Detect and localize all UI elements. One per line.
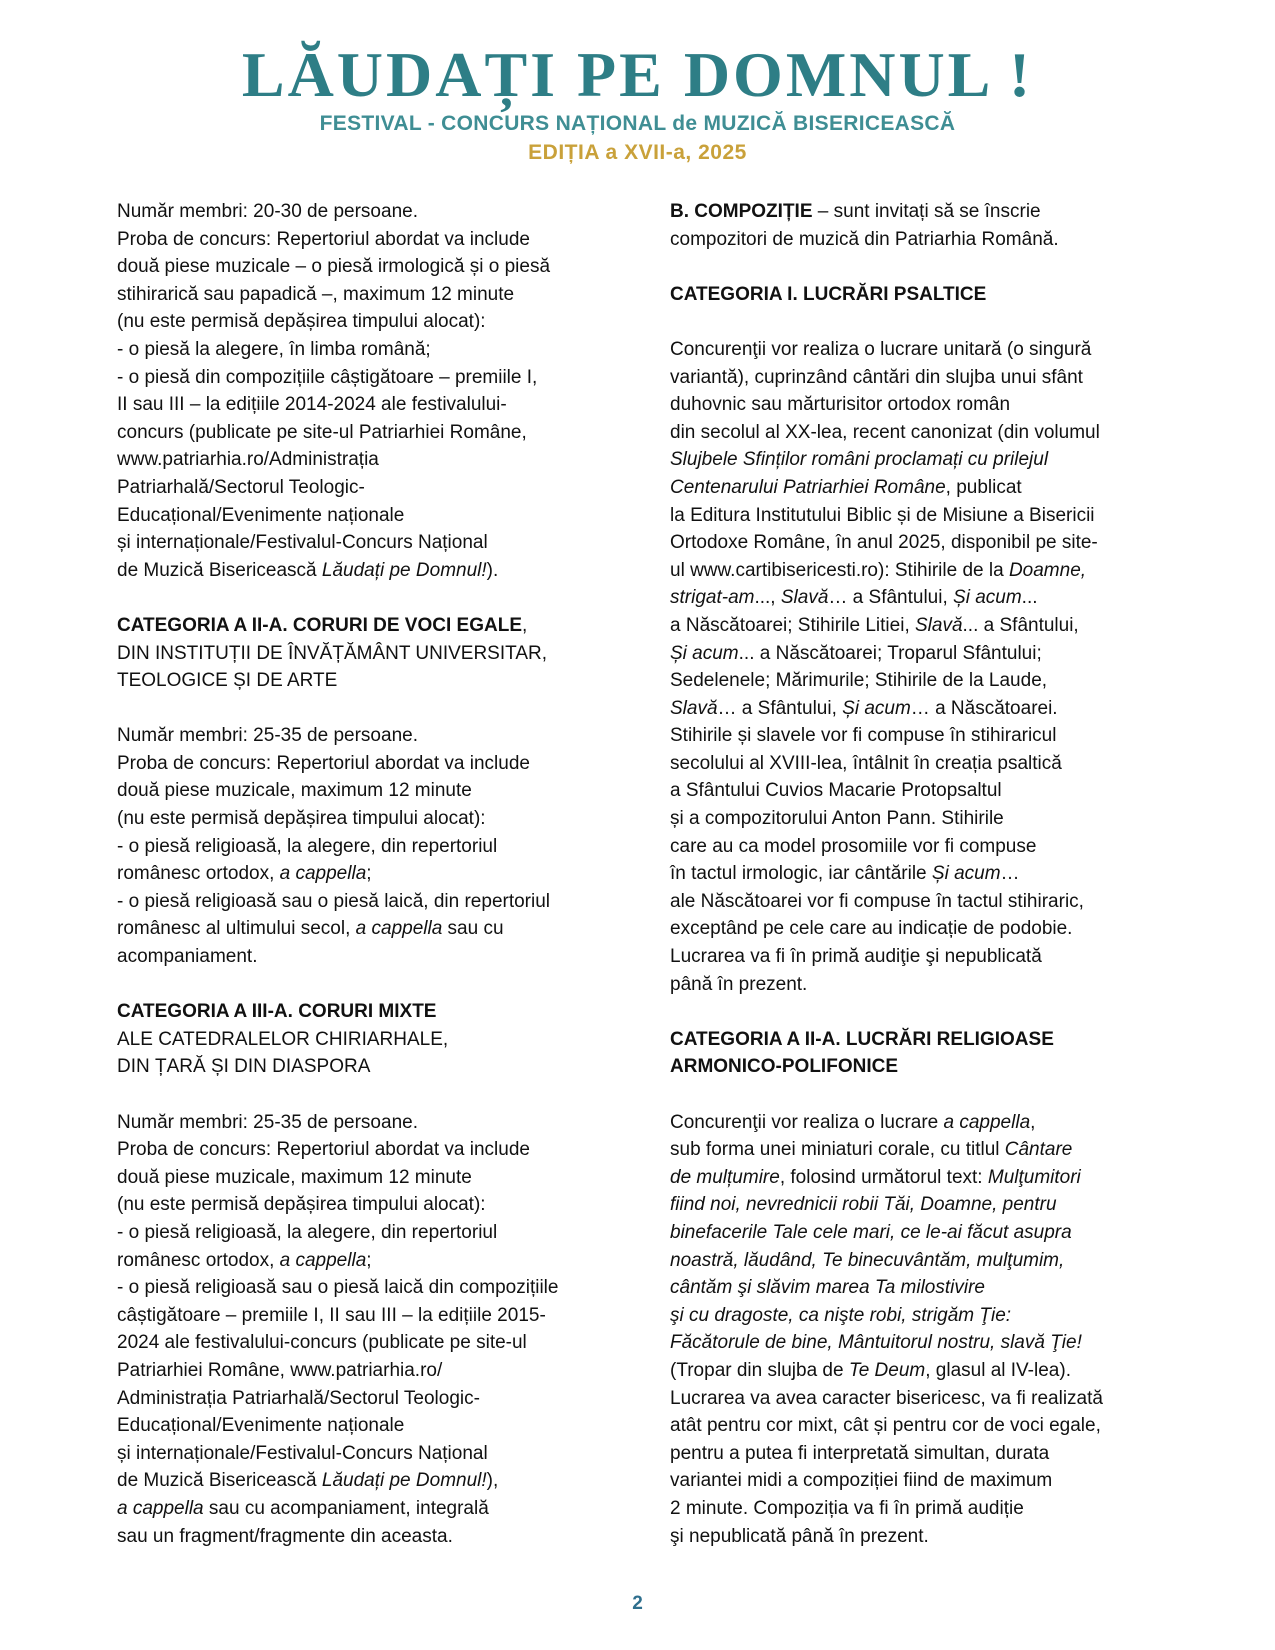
text-line xyxy=(117,1026,612,1054)
italic-text: a cappella xyxy=(355,918,443,940)
text-segment: variantei midi a compoziției fiind de maximum xyxy=(670,1470,1053,1492)
text-line xyxy=(670,502,1165,530)
text-segment: atât pentru cor mixt, cât și pentru cor de voci egale, xyxy=(670,1415,1101,1437)
text-segment: ... a Născătoarei; Troparul Sfântului; xyxy=(738,642,1042,664)
text-segment: care au ca model prosomiile vor fi compuse xyxy=(670,835,1037,857)
text-line xyxy=(117,943,612,971)
text-segment: a Născătoarei; Stihirile Litiei, xyxy=(670,614,915,636)
bold-text: CATEGORIA I. LUCRĂRI PSALTICE xyxy=(670,283,987,305)
page-number: 2 xyxy=(632,1593,643,1614)
text-line xyxy=(117,226,612,254)
text-line xyxy=(117,1274,612,1302)
text-line xyxy=(117,1440,612,1468)
text-segment: Număr membri: 25-35 de persoane. xyxy=(117,725,418,747)
italic-text: Și acum xyxy=(953,587,1022,609)
text-segment: Număr membri: 20-30 de persoane. xyxy=(117,201,418,222)
italic-text: fiind noi, nevrednicii robii Tăi, Doamne, pentru xyxy=(670,1194,1057,1216)
text-line xyxy=(670,1302,1165,1330)
festival-edition: EDIȚIA a XVII-a, 2025 xyxy=(528,141,747,164)
text-segment: Proba de concurs: Repertoriul abordat va include xyxy=(117,228,530,250)
text-segment: , xyxy=(522,614,528,636)
text-segment: Educațional/Evenimente naționale xyxy=(117,504,405,526)
text-segment: - o piesă religioasă sau o piesă laică din compozițiile xyxy=(117,1277,559,1299)
text-line xyxy=(117,1053,612,1081)
text-segment: - o piesă din compozițiile câștigătoare – premiile I, xyxy=(117,366,538,388)
bold-text: ARMONICO-POLIFONICE xyxy=(670,1056,898,1078)
text-segment: www.patriarhia.ro/Administrația xyxy=(117,449,379,471)
text-segment: (Tropar din slujba de xyxy=(670,1359,849,1381)
text-segment: - o piesă religioasă, la alegere, din repertoriul xyxy=(117,1221,498,1243)
italic-text: Slavă xyxy=(915,614,963,636)
text-line xyxy=(117,308,612,336)
text-line xyxy=(670,198,1165,226)
text-segment: II sau III – la edițiile 2014-2024 ale festivalului- xyxy=(117,394,507,416)
text-segment: ... a Sfântului, xyxy=(962,614,1079,636)
text-segment: Stihirile și slavele vor fi compuse în stihiraricul xyxy=(670,725,1057,747)
text-line xyxy=(117,364,612,392)
text-segment: și a compozitorului Anton Pann. Stihirile xyxy=(670,808,1004,830)
text-line xyxy=(670,777,1165,805)
text-segment: ale Născătoarei vor fi compuse în tactul stihiraric, xyxy=(670,890,1084,912)
text-line xyxy=(117,888,612,916)
italic-text: Lăudați pe Domnul! xyxy=(321,1470,487,1492)
text-line xyxy=(670,1136,1165,1164)
blank-line xyxy=(117,695,612,723)
blank-line xyxy=(117,584,612,612)
text-segment: – sunt invitați să se înscrie xyxy=(812,201,1041,222)
text-segment: sau cu xyxy=(442,918,504,940)
text-line xyxy=(670,943,1165,971)
text-segment: , glasul al IV-lea). xyxy=(925,1359,1071,1381)
text-line xyxy=(670,1329,1165,1357)
text-line xyxy=(117,1191,612,1219)
text-segment: sau un fragment/fragmente din aceasta. xyxy=(117,1525,453,1547)
italic-text: Mulţumitori xyxy=(987,1166,1081,1188)
text-line xyxy=(117,253,612,281)
bold-text: CATEGORIA A III-A. CORURI MIXTE xyxy=(117,1001,437,1023)
text-segment: stihirarică sau papadică –, maximum 12 minute xyxy=(117,283,515,305)
text-segment: două piese muzicale, maximum 12 minute xyxy=(117,780,472,802)
text-line xyxy=(117,860,612,888)
text-segment: DIN ȚARĂ ȘI DIN DIASPORA xyxy=(117,1056,371,1078)
blank-line xyxy=(117,971,612,999)
blank-line xyxy=(117,1081,612,1109)
text-line xyxy=(117,612,612,640)
text-line xyxy=(670,1247,1165,1275)
text-line xyxy=(117,198,612,226)
text-line xyxy=(670,364,1165,392)
text-segment: de Muzică Bisericească xyxy=(117,1470,322,1492)
text-segment: (nu este permisă depășirea timpului alocat): xyxy=(117,311,486,333)
text-line xyxy=(117,833,612,861)
text-line xyxy=(670,1495,1165,1523)
text-line xyxy=(117,1219,612,1247)
text-segment: două piese muzicale – o piesă irmologică și o piesă xyxy=(117,256,551,278)
text-line xyxy=(117,557,612,585)
text-line xyxy=(117,1164,612,1192)
text-line xyxy=(117,1329,612,1357)
text-segment: Concurenţii vor realiza o lucrare unitară (o singură xyxy=(670,338,1092,360)
page-header xyxy=(0,40,1275,168)
text-line xyxy=(670,640,1165,668)
text-line xyxy=(117,1357,612,1385)
italic-text: de mulțumire xyxy=(670,1166,780,1188)
text-segment: Patriarhală/Sectorul Teologic- xyxy=(117,476,365,498)
text-segment: de Muzică Bisericească xyxy=(117,559,322,581)
text-segment: ), xyxy=(486,1470,499,1492)
text-line xyxy=(670,419,1165,447)
text-segment: duhovnic sau mărturisitor ortodox român xyxy=(670,394,1011,416)
text-line xyxy=(670,1191,1165,1219)
blank-line xyxy=(670,998,1165,1026)
text-line xyxy=(117,446,612,474)
text-segment: … a Sfântului, xyxy=(828,587,954,609)
text-line xyxy=(670,915,1165,943)
text-segment: exceptând pe cele care au indicație de podobie. xyxy=(670,918,1073,940)
text-line xyxy=(670,1523,1165,1551)
text-segment: până în prezent. xyxy=(670,973,808,995)
text-line xyxy=(117,998,612,1026)
text-segment: sau cu acompaniament, integrală xyxy=(203,1497,489,1519)
text-line xyxy=(670,833,1165,861)
text-segment: în tactul irmologic, iar cântările xyxy=(670,863,932,885)
blank-line xyxy=(670,253,1165,281)
text-segment: - o piesă la alegere, în limba română; xyxy=(117,338,431,360)
italic-text: Slavă xyxy=(670,697,718,719)
festival-title: LĂUDAȚI PE DOMNUL ! xyxy=(241,39,1034,110)
text-segment: - o piesă religioasă, la alegere, din repertoriul xyxy=(117,835,498,857)
text-line xyxy=(670,667,1165,695)
text-line xyxy=(117,1302,612,1330)
text-segment: variantă), cuprinzând cântări din slujba unui sfânt xyxy=(670,366,1083,388)
text-segment: Ortodoxe Române, în anul 2025, disponibil pe site- xyxy=(670,532,1098,554)
text-line xyxy=(117,419,612,447)
text-segment: Patriarhiei Române, www.patriarhia.ro/ xyxy=(117,1359,443,1381)
text-segment: ; xyxy=(366,863,372,885)
text-line xyxy=(670,612,1165,640)
text-segment: și internaționale/Festivalul-Concurs Național xyxy=(117,1442,488,1464)
text-line xyxy=(670,391,1165,419)
text-segment: Educațional/Evenimente naționale xyxy=(117,1415,405,1437)
text-segment: , publicat xyxy=(945,476,1022,498)
text-line xyxy=(670,1026,1165,1054)
text-line xyxy=(670,1274,1165,1302)
text-line xyxy=(670,557,1165,585)
text-segment: (nu este permisă depășirea timpului alocat): xyxy=(117,1194,486,1216)
text-segment: pentru a putea fi interpretată simultan, durata xyxy=(670,1442,1050,1464)
text-line xyxy=(670,1164,1165,1192)
text-segment: românesc al ultimului secol, xyxy=(117,918,356,940)
text-line xyxy=(670,1053,1165,1081)
text-segment: … a Născătoarei. xyxy=(910,697,1058,719)
text-segment: românesc ortodox, xyxy=(117,863,280,885)
text-segment: Administrația Patriarhală/Sectorul Teologic- xyxy=(117,1387,480,1409)
text-line xyxy=(670,336,1165,364)
italic-text: Centenarului Patriarhiei Române xyxy=(670,476,946,498)
text-segment: Sedelenele; Mărimurile; Stihirile de la Laude, xyxy=(670,670,1048,692)
italic-text: Și acum xyxy=(931,863,1001,885)
text-line xyxy=(117,777,612,805)
text-line xyxy=(117,1109,612,1137)
text-segment: ul www.cartibisericesti.ro): Stihirile de la xyxy=(670,559,1009,581)
blank-line xyxy=(670,1081,1165,1109)
text-line xyxy=(670,750,1165,778)
blank-line xyxy=(670,308,1165,336)
text-segment: și internaționale/Festivalul-Concurs Național xyxy=(117,532,488,554)
italic-text: şi cu dragoste, ca nişte robi, strigăm Ţie: xyxy=(670,1304,1012,1326)
text-line xyxy=(670,1467,1165,1495)
italic-text: noastră, lăudând, Te binecuvântăm, mulţumim, xyxy=(670,1249,1065,1271)
text-line xyxy=(117,1385,612,1413)
bold-text: CATEGORIA A II-A. LUCRĂRI RELIGIOASE xyxy=(670,1028,1054,1050)
text-line xyxy=(670,860,1165,888)
italic-text: strigat-am xyxy=(670,587,755,609)
text-line xyxy=(670,805,1165,833)
text-segment: secolului al XVIII-lea, întâlnit în creația psaltică xyxy=(670,752,1062,774)
text-line xyxy=(117,1247,612,1275)
text-line xyxy=(670,281,1165,309)
text-line xyxy=(117,391,612,419)
text-line xyxy=(670,226,1165,254)
text-line xyxy=(117,915,612,943)
text-segment: Concurenţii vor realiza o lucrare xyxy=(670,1111,944,1133)
text-line xyxy=(117,1523,612,1551)
text-line xyxy=(117,529,612,557)
right-column xyxy=(670,198,1165,1550)
italic-text: a cappella xyxy=(279,1249,367,1271)
text-line xyxy=(117,750,612,778)
text-segment: (nu este permisă depășirea timpului alocat): xyxy=(117,808,486,830)
italic-text: binefacerile Tale cele mari, ce le-ai făcut asupra xyxy=(670,1221,1072,1243)
text-segment: , xyxy=(1030,1111,1036,1133)
text-line xyxy=(670,1385,1165,1413)
festival-subtitle: FESTIVAL - CONCURS NAȚIONAL de MUZICĂ BISERICEASCĂ xyxy=(319,112,956,135)
text-line xyxy=(670,446,1165,474)
italic-text: Slujbele Sfinților români proclamați cu prilejul xyxy=(670,449,1049,471)
italic-text: a cappella xyxy=(943,1111,1031,1133)
text-line xyxy=(670,474,1165,502)
text-line xyxy=(670,971,1165,999)
text-segment: câștigătoare – premiile I, II sau III – la edițiile 2015- xyxy=(117,1304,546,1326)
text-segment: două piese muzicale, maximum 12 minute xyxy=(117,1166,472,1188)
text-segment: acompaniament. xyxy=(117,946,258,968)
text-segment: ..., xyxy=(754,587,781,609)
text-segment: Proba de concurs: Repertoriul abordat va include xyxy=(117,1139,530,1161)
italic-text: Lăudați pe Domnul! xyxy=(321,559,487,581)
text-segment: şi nepublicată până în prezent. xyxy=(670,1525,929,1547)
italic-text: a cappella xyxy=(279,863,367,885)
text-segment: Proba de concurs: Repertoriul abordat va include xyxy=(117,752,530,774)
text-line xyxy=(117,667,612,695)
text-line xyxy=(117,502,612,530)
text-line xyxy=(670,1219,1165,1247)
text-segment: - o piesă religioasă sau o piesă laică, din repertoriul xyxy=(117,890,551,912)
text-line xyxy=(117,722,612,750)
left-column xyxy=(117,198,612,1550)
text-line xyxy=(117,281,612,309)
text-segment: la Editura Institutului Biblic și de Misiune a Bisericii xyxy=(670,504,1095,526)
italic-text: Și acum xyxy=(670,642,739,664)
text-segment: ; xyxy=(366,1249,372,1271)
text-segment: 2 minute. Compoziția va fi în primă audiție xyxy=(670,1497,1024,1519)
text-line xyxy=(670,722,1165,750)
text-segment: … xyxy=(1000,863,1020,885)
text-segment: din secolul al XX-lea, recent canonizat (din volumul xyxy=(670,421,1100,443)
text-line xyxy=(117,805,612,833)
text-segment: ALE CATEDRALELOR CHIRIARHALE, xyxy=(117,1028,449,1050)
text-line xyxy=(670,695,1165,723)
text-segment: concurs (publicate pe site-ul Patriarhiei Române, xyxy=(117,421,527,443)
text-segment: Lucrarea va fi în primă audiţie şi nepublicată xyxy=(670,946,1042,968)
text-line xyxy=(670,1440,1165,1468)
bold-text: B. COMPOZIȚIE xyxy=(670,201,813,222)
text-segment: a Sfântului Cuvios Macarie Protopsaltul xyxy=(670,780,1002,802)
text-line xyxy=(117,640,612,668)
italic-text: Făcătorule de bine, Mântuitorul nostru, slavă Ţie! xyxy=(670,1332,1082,1354)
italic-text: Slavă xyxy=(780,587,829,609)
italic-text: cântăm şi slăvim marea Ta milostivire xyxy=(670,1277,985,1299)
text-line xyxy=(117,336,612,364)
text-line xyxy=(117,474,612,502)
italic-text: a cappella xyxy=(117,1497,204,1519)
text-line xyxy=(670,888,1165,916)
italic-text: Te Deum xyxy=(848,1359,926,1381)
text-line xyxy=(670,584,1165,612)
text-line xyxy=(670,1357,1165,1385)
text-line xyxy=(670,1109,1165,1137)
text-segment: DIN INSTITUȚII DE ÎNVĂȚĂMÂNT UNIVERSITAR, xyxy=(117,642,547,664)
text-line xyxy=(117,1467,612,1495)
text-segment: 2024 ale festivalului-concurs (publicate pe site-ul xyxy=(117,1332,527,1354)
text-line xyxy=(670,1412,1165,1440)
text-line xyxy=(117,1412,612,1440)
text-segment: Număr membri: 25-35 de persoane. xyxy=(117,1111,418,1133)
text-segment: … a Sfântului, xyxy=(717,697,843,719)
text-segment: românesc ortodox, xyxy=(117,1249,280,1271)
text-line xyxy=(117,1136,612,1164)
text-segment: , folosind următorul text: xyxy=(779,1166,988,1188)
text-segment: ). xyxy=(486,559,499,581)
text-line xyxy=(670,529,1165,557)
italic-text: Și acum xyxy=(842,697,911,719)
text-line xyxy=(117,1495,612,1523)
italic-text: Doamne, xyxy=(1008,559,1087,581)
italic-text: Cântare xyxy=(1004,1139,1073,1161)
bold-text: CATEGORIA A II-A. CORURI DE VOCI EGALE xyxy=(117,614,522,636)
text-segment: Lucrarea va avea caracter bisericesc, va fi realizată xyxy=(670,1387,1103,1409)
text-segment: TEOLOGICE ȘI DE ARTE xyxy=(117,670,338,692)
text-segment: ... xyxy=(1021,587,1038,609)
text-segment: compozitori de muzică din Patriarhia Română. xyxy=(670,228,1059,250)
text-segment: sub forma unei miniaturi corale, cu titlul xyxy=(670,1139,1005,1161)
